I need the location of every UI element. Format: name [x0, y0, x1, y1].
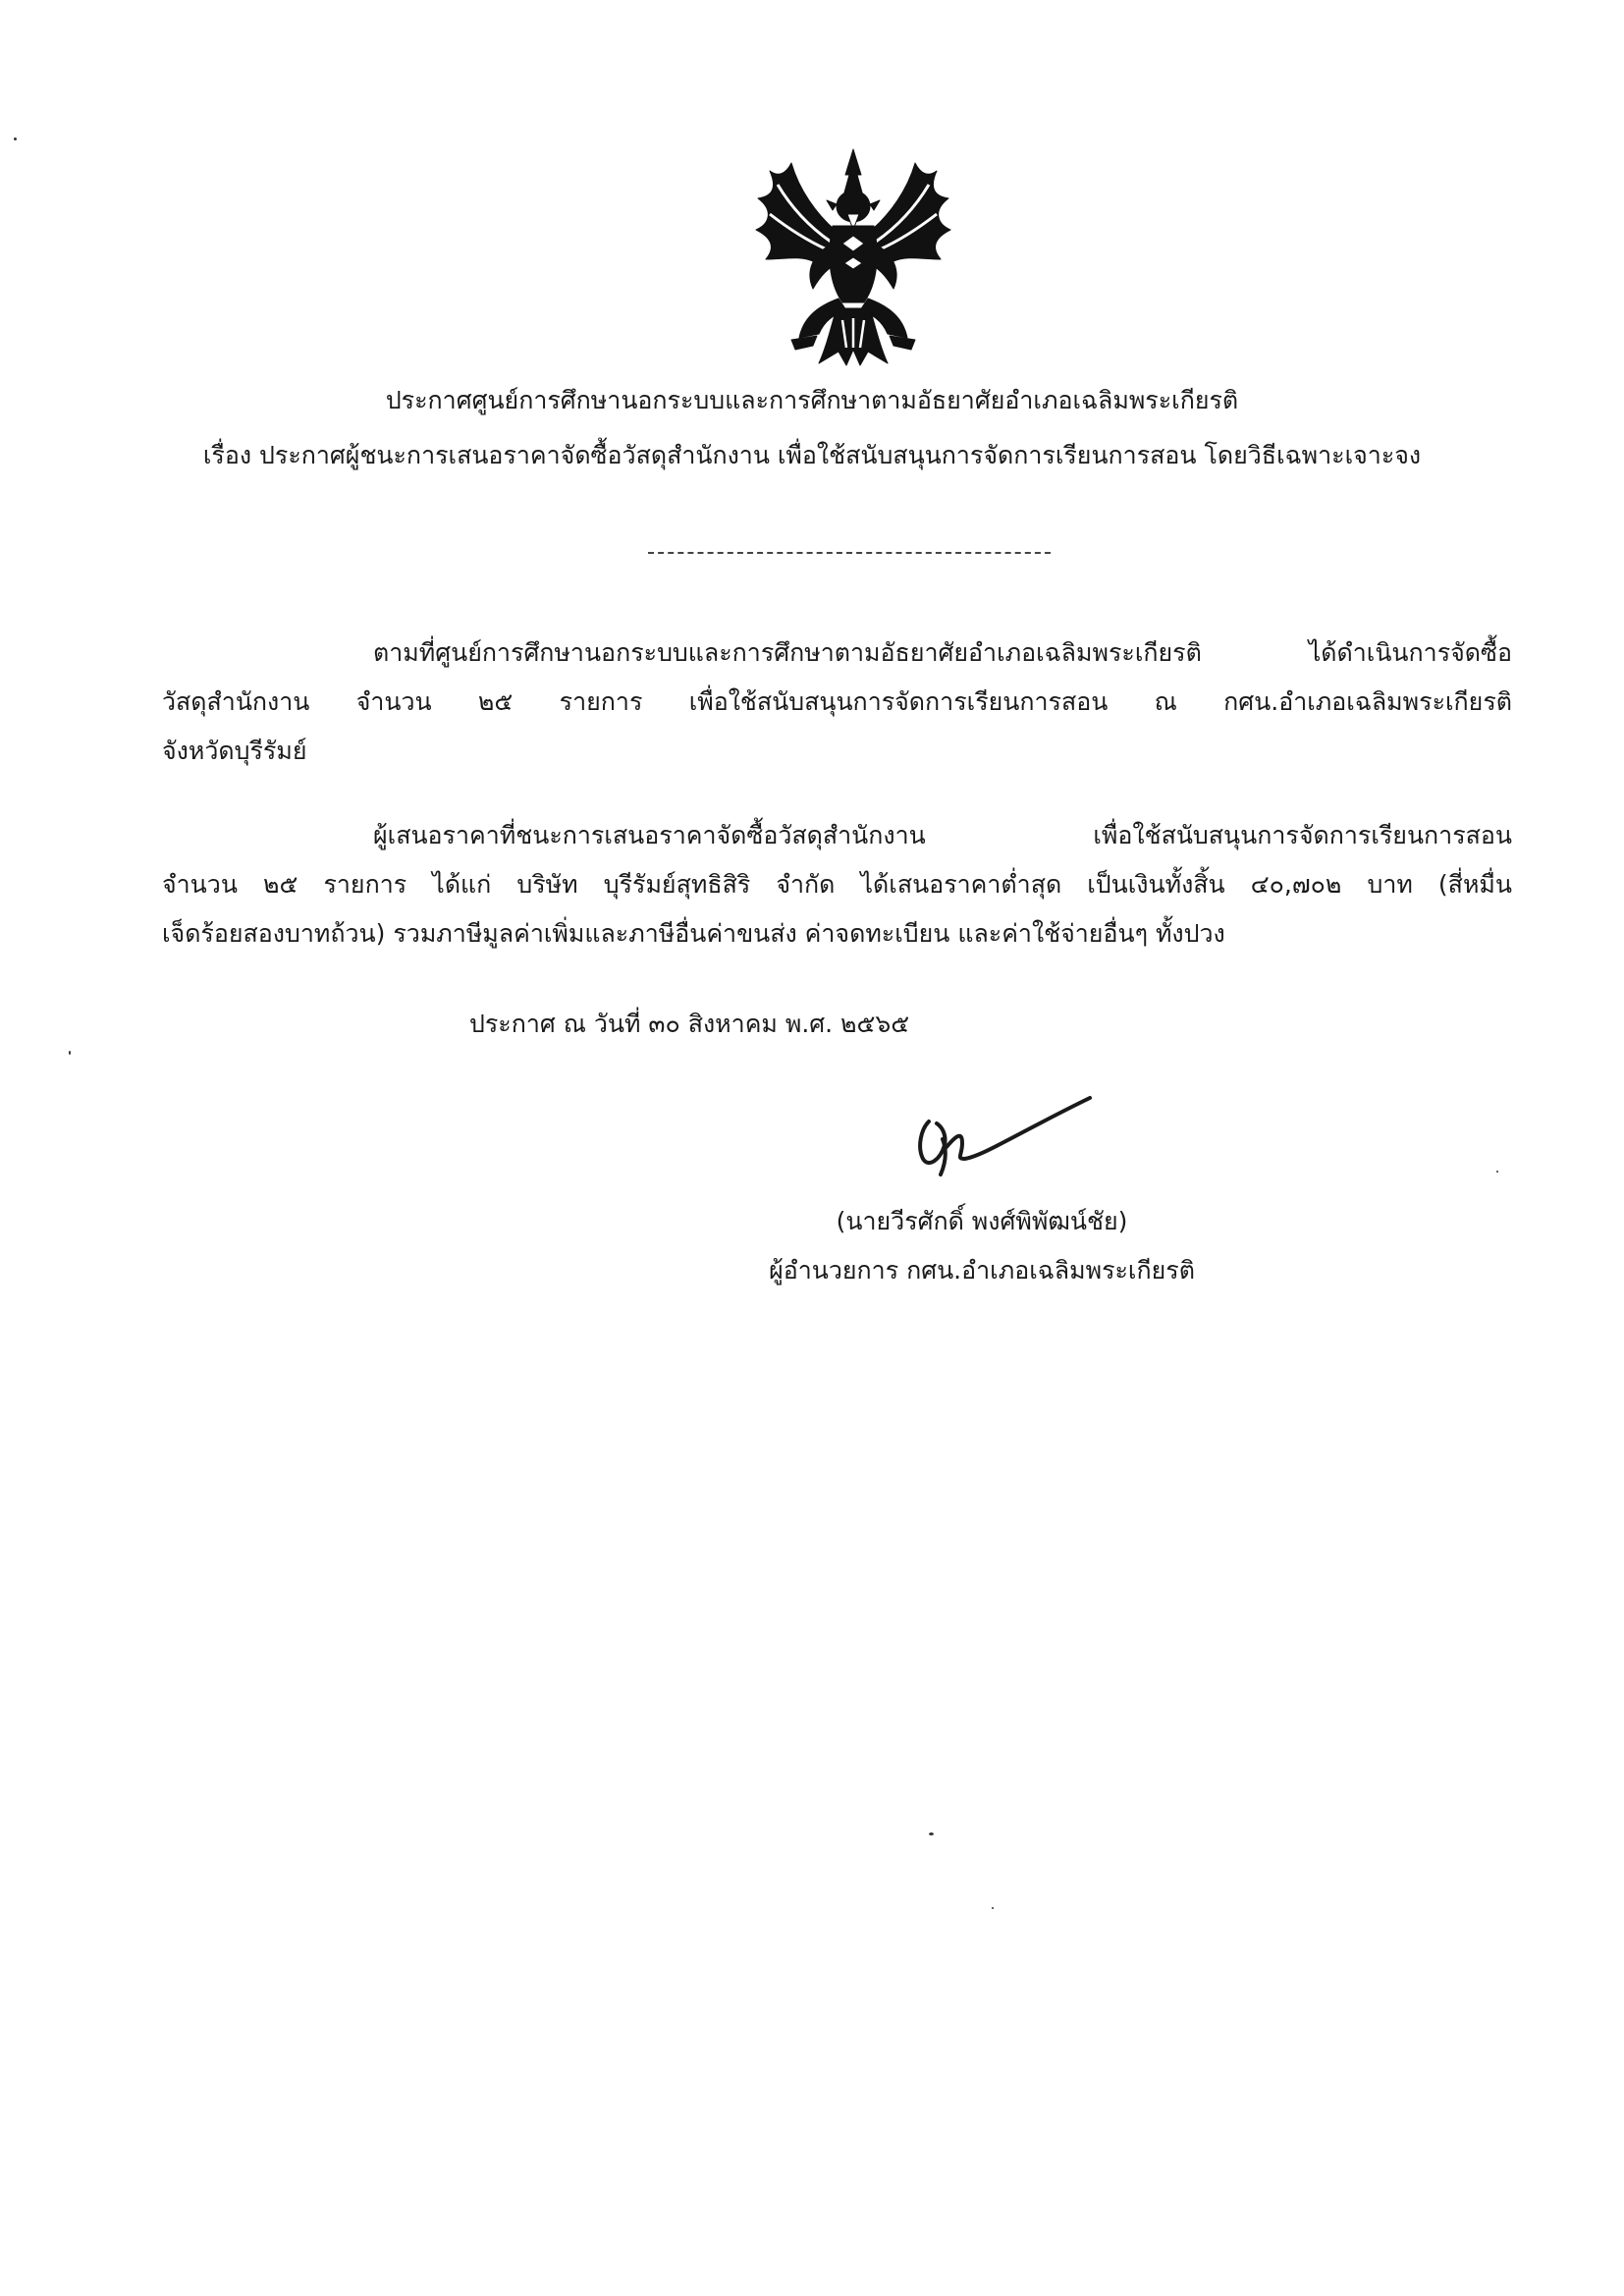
paragraph-2-line-2: จำนวน ๒๕ รายการ ได้แก่ บริษัท บุรีรัมย์สุทธิสิริ จำกัด ได้เสนอราคาต่ำสุด เป็นเงินทั้งสิ้น ๔๐,๗๐๒ บาท (สี่หมื่น: [162, 870, 1512, 899]
scan-speck: [69, 1051, 71, 1055]
handwritten-signature-icon: [913, 1088, 1096, 1178]
garuda-emblem-icon: [748, 145, 958, 369]
paragraph-1-line-2: วัสดุสำนักงาน จำนวน ๒๕ รายการ เพื่อใช้สนับสนุนการจัดการเรียนการสอน ณ กศน.อำเภอเฉลิมพระเกียรติ: [162, 687, 1512, 716]
scan-speck: [929, 1832, 934, 1835]
paragraph-2-line-1: ผู้เสนอราคาที่ชนะการเสนอราคาจัดซื้อวัสดุสำนักงาน เพื่อใช้สนับสนุนการจัดการเรียนการสอน: [373, 821, 1512, 849]
scan-speck: [992, 1907, 994, 1909]
signer-name: (นายวีรศักดิ์ พงศ์พิพัฒน์ชัย): [836, 1207, 1128, 1235]
paragraph-2: [162, 811, 1512, 958]
announcement-subject: เรื่อง ประกาศผู้ชนะการเสนอราคาจัดซื้อวัสดุสำนักงาน เพื่อใช้สนับสนุนการจัดการเรียนการสอน โดยวิธีเฉพาะเจาะจง: [202, 441, 1422, 469]
divider-line: [648, 552, 1051, 554]
paragraph-1-line-1: ตามที่ศูนย์การศึกษานอกระบบและการศึกษาตามอัธยาศัยอำเภอเฉลิมพระเกียรติ ได้ดำเนินการจัดซื้อ: [373, 638, 1512, 667]
paragraph-1: [162, 629, 1512, 776]
announcement-date: ประกาศ ณ วันที่ ๓๐ สิงหาคม พ.ศ. ๒๕๖๕: [469, 1010, 910, 1038]
announcement-title: ประกาศศูนย์การศึกษานอกระบบและการศึกษาตามอัธยาศัยอำเภอเฉลิมพระเกียรติ: [385, 386, 1239, 414]
paragraph-1-line-3: จังหวัดบุรีรัมย์: [162, 737, 307, 765]
scan-speck: [14, 137, 17, 140]
scan-speck: [1496, 1171, 1498, 1173]
signer-position: ผู้อำนวยการ กศน.อำเภอเฉลิมพระเกียรติ: [769, 1256, 1195, 1285]
paragraph-2-line-3: เจ็ดร้อยสองบาทถ้วน) รวมภาษีมูลค่าเพิ่มและภาษีอื่นค่าขนส่ง ค่าจดทะเบียน และค่าใช้จ่ายอื่นๆ ทั้งปวง: [162, 919, 1225, 948]
